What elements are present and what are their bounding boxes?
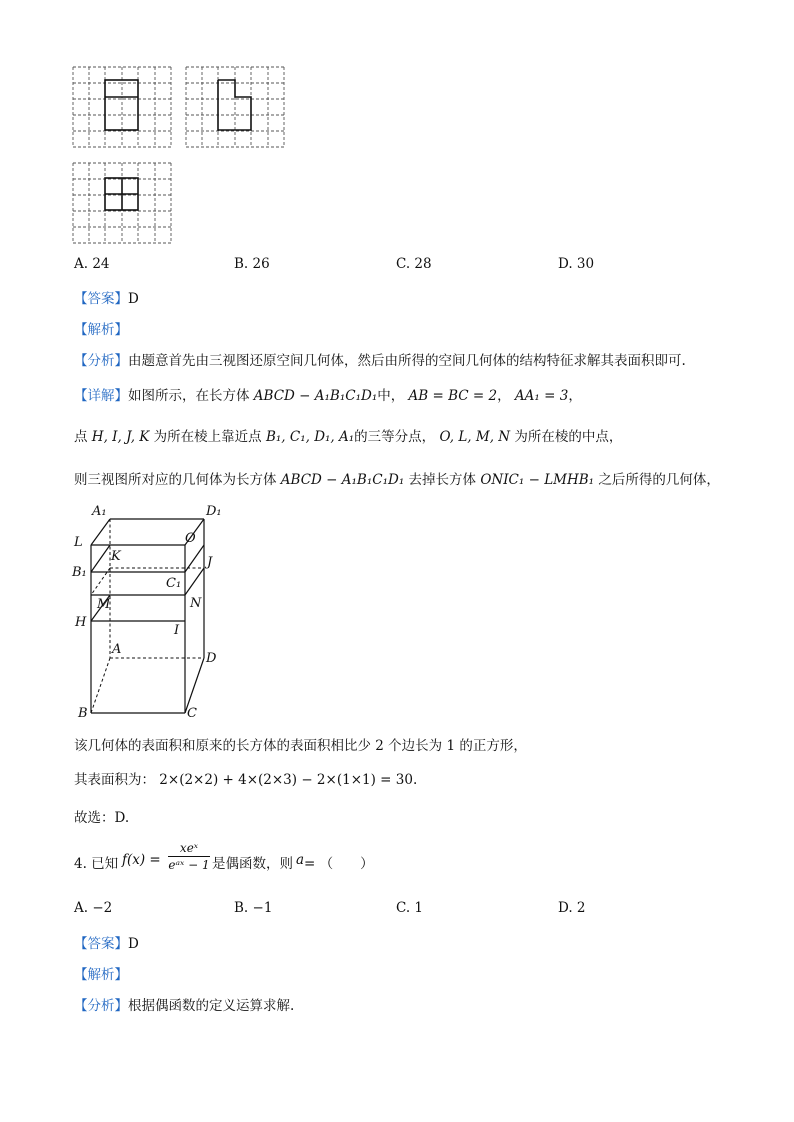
front-view-grid xyxy=(72,66,172,148)
label-n: N xyxy=(190,596,202,611)
q3-option-a: A. 24 xyxy=(74,256,110,272)
fenxi-text: 由题意首先由三视图还原空间几何体，然后由所得的空间几何体的结构特征求解其表面积即可. xyxy=(128,353,686,369)
analysis2-label: 【解析】 xyxy=(74,967,128,983)
q3-option-b: B. 26 xyxy=(234,256,270,272)
detail-line-2 xyxy=(74,425,622,445)
top-view-grid xyxy=(72,162,172,244)
conclusion-line: 故选：D. xyxy=(74,810,130,826)
line3-cuboid: ABCD − A₁B₁C₁D₁ xyxy=(280,472,405,488)
detail-text-c: 中， xyxy=(377,388,405,404)
fenxi2-text: 根据偶函数的定义运算求解. xyxy=(128,998,295,1014)
detail-line-1 xyxy=(74,384,582,404)
line2-a: 点 xyxy=(74,429,88,445)
label-b1: B₁ xyxy=(72,565,87,580)
q4-option-c: C. 1 xyxy=(396,900,424,916)
line3-c: 去掉长方体 xyxy=(408,472,477,488)
detail-text-g: ， xyxy=(568,388,582,404)
label-a1: A₁ xyxy=(92,504,107,519)
q4-option-d: D. 2 xyxy=(558,900,586,916)
line2-c: 为所在棱上靠近点 xyxy=(153,429,262,445)
q4-tail: 是偶函数，则 xyxy=(212,856,293,872)
label-a: A xyxy=(112,642,122,657)
label-m: M xyxy=(97,597,111,612)
q4-numerator: xeˣ xyxy=(168,840,210,857)
points-b1c1d1a1: B₁, C₁, D₁, A₁ xyxy=(265,429,355,445)
label-d1: D₁ xyxy=(206,504,222,519)
line2-e: 的三等分点， xyxy=(354,429,436,445)
label-o: O xyxy=(185,531,196,546)
q4-a: a xyxy=(296,852,305,868)
fenxi-label: 【分析】 xyxy=(74,353,128,369)
line5-c: . xyxy=(412,772,418,788)
line3-a: 则三视图所对应的几何体为长方体 xyxy=(74,472,277,488)
cuboid-figure xyxy=(70,500,240,728)
fenxi2-line xyxy=(74,994,294,1014)
detail-label: 【详解】 xyxy=(74,388,128,404)
answer-line xyxy=(74,287,139,307)
answer2-value: D xyxy=(128,936,139,952)
q4-option-b: B. −1 xyxy=(234,900,273,916)
q4-fraction xyxy=(168,840,210,874)
q4-denominator: eᵃˣ − 1 xyxy=(168,858,210,872)
q4-number: 4. 已知 xyxy=(74,856,119,872)
q4-function: f(x) = xyxy=(122,852,161,868)
label-b: B xyxy=(78,706,88,721)
line5-a: 其表面积为： xyxy=(74,772,155,788)
points-hijk: H, I, J, K xyxy=(91,429,150,445)
label-k: K xyxy=(111,549,121,564)
label-c: C xyxy=(187,706,197,721)
answer-value: D xyxy=(128,291,139,307)
label-d: D xyxy=(206,651,217,666)
label-h: H xyxy=(75,615,87,630)
q4-option-a: A. −2 xyxy=(74,900,113,916)
fenxi-line xyxy=(74,349,686,369)
detail-line-5 xyxy=(74,768,417,788)
q3-option-c: C. 28 xyxy=(396,256,432,272)
detail-text-e: ， xyxy=(497,388,511,404)
line3-e: 之后所得的几何体， xyxy=(598,472,720,488)
label-j: J xyxy=(207,555,213,570)
detail-line-4: 该几何体的表面积和原来的长方体的表面积相比少 2 个边长为 1 的正方形， xyxy=(74,738,527,754)
aa1-eq: AA₁ = 3 xyxy=(514,388,569,404)
points-olmn: O, L, M, N xyxy=(439,429,511,445)
detail-line-3 xyxy=(74,468,720,488)
analysis-label: 【解析】 xyxy=(74,322,128,338)
removed-cuboid: ONIC₁ − LMHB₁ xyxy=(480,472,595,488)
detail-text-a: 如图所示，在长方体 xyxy=(128,388,250,404)
cuboid-name: ABCD − A₁B₁C₁D₁ xyxy=(253,388,378,404)
answer2-label: 【答案】 xyxy=(74,936,128,952)
side-view-grid xyxy=(185,66,285,148)
label-i: I xyxy=(174,623,180,638)
label-c1: C₁ xyxy=(166,576,182,591)
surface-area-formula: 2×(2×2) + 4×(2×3) − 2×(1×1) = 30 xyxy=(159,772,413,788)
q3-option-d: D. 30 xyxy=(558,256,595,272)
answer2-line xyxy=(74,932,139,952)
fenxi2-label: 【分析】 xyxy=(74,998,128,1014)
line2-g: 为所在棱的中点， xyxy=(514,429,623,445)
answer-label: 【答案】 xyxy=(74,291,128,307)
label-l: L xyxy=(74,535,83,550)
ab-bc-eq: AB = BC = 2 xyxy=(408,388,498,404)
q4-equals: = （ ） xyxy=(304,856,374,872)
